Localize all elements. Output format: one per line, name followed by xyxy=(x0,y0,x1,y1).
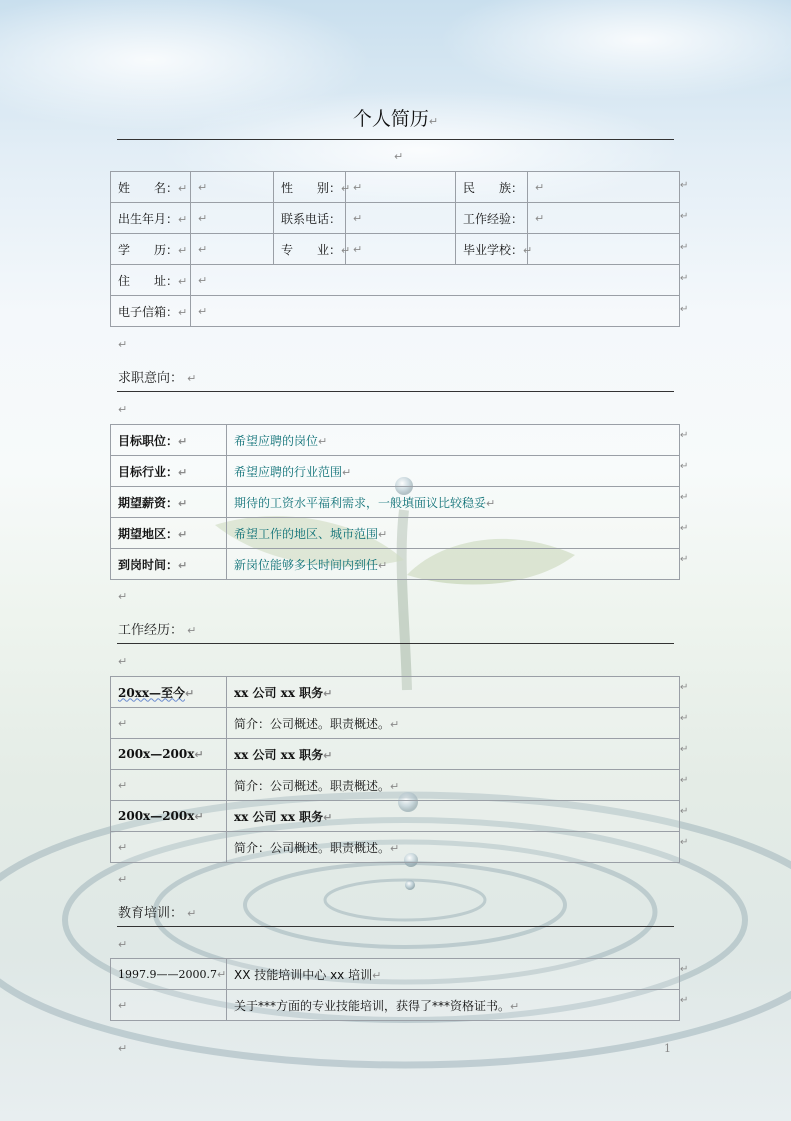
section-rule xyxy=(117,643,674,644)
table-row xyxy=(111,990,680,1021)
row-end-mark: ↵ xyxy=(680,211,689,222)
education-period[interactable]: 1997.9——2000.7↵ xyxy=(111,959,227,990)
row-end-mark: ↵ xyxy=(680,304,689,315)
work-intro[interactable]: 简介：公司概述。职责概述。↵ xyxy=(227,770,680,801)
empty-cell: ↵ xyxy=(111,990,227,1021)
field-label: 专 业：↵ xyxy=(274,234,346,265)
field-label: 住 址：↵ xyxy=(111,265,191,296)
section-title-education: 教育培训： ↵ xyxy=(118,906,197,921)
paragraph-mark: ↵ xyxy=(428,115,439,128)
row-end-mark: ↵ xyxy=(680,682,689,693)
table-row xyxy=(111,265,680,296)
table-row xyxy=(111,487,680,518)
table-row xyxy=(111,549,680,580)
field-label: 出生年月：↵ xyxy=(111,203,191,234)
table-row xyxy=(111,456,680,487)
field-label: 到岗时间：↵ xyxy=(111,549,227,580)
row-end-mark: ↵ xyxy=(680,744,689,755)
work-company[interactable]: xx 公司 xx 职务↵ xyxy=(227,801,680,832)
title-rule xyxy=(117,139,674,140)
work-period[interactable]: 200x—200x↵ xyxy=(111,739,227,770)
paragraph-mark: ↵ xyxy=(118,873,128,886)
gender-field[interactable]: ↵ xyxy=(346,172,456,203)
title-text: 个人简历 xyxy=(352,108,429,130)
row-end-mark: ↵ xyxy=(680,837,689,848)
empty-cell: ↵ xyxy=(111,770,227,801)
job-intention-table xyxy=(110,424,680,580)
field-label: 民 族： xyxy=(456,172,528,203)
table-row xyxy=(111,708,680,739)
table-row xyxy=(111,832,680,863)
paragraph-mark: ↵ xyxy=(118,1042,128,1055)
education-level-field[interactable]: ↵ xyxy=(191,234,274,265)
field-label: 期望薪资：↵ xyxy=(111,487,227,518)
field-label: 毕业学校：↵ xyxy=(456,234,528,265)
address-field[interactable]: ↵ xyxy=(191,265,680,296)
row-end-mark: ↵ xyxy=(680,242,689,253)
field-label: 学 历：↵ xyxy=(111,234,191,265)
basic-info-table xyxy=(110,171,680,327)
table-row xyxy=(111,518,680,549)
paragraph-mark: ↵ xyxy=(118,338,128,351)
table-row xyxy=(111,739,680,770)
row-end-mark: ↵ xyxy=(680,964,689,975)
table-row xyxy=(111,296,680,327)
ethnicity-field[interactable]: ↵ xyxy=(528,172,680,203)
field-label: 期望地区：↵ xyxy=(111,518,227,549)
table-row xyxy=(111,425,680,456)
empty-cell: ↵ xyxy=(111,708,227,739)
row-end-mark: ↵ xyxy=(680,461,689,472)
expected-region-value[interactable]: 希望工作的地区、城市范围↵ xyxy=(227,518,680,549)
section-rule xyxy=(117,391,674,392)
paragraph-mark: ↵ xyxy=(118,590,128,603)
paragraph-mark: ↵ xyxy=(118,938,128,951)
table-row xyxy=(111,677,680,708)
major-field[interactable]: ↵ xyxy=(346,234,456,265)
paragraph-mark: ↵ xyxy=(118,403,128,416)
table-row xyxy=(111,234,680,265)
row-end-mark: ↵ xyxy=(680,995,689,1006)
phone-field[interactable]: ↵ xyxy=(346,203,456,234)
education-course[interactable]: XX 技能培训中心 xx 培训↵ xyxy=(227,959,680,990)
page-title xyxy=(117,104,674,131)
birth-date-field[interactable]: ↵ xyxy=(191,203,274,234)
field-label: 姓 名：↵ xyxy=(111,172,191,203)
field-label: 工作经验： xyxy=(456,203,528,234)
education-table xyxy=(110,958,680,1021)
work-company[interactable]: xx 公司 xx 职务↵ xyxy=(227,739,680,770)
work-period[interactable]: 20xx—至今↵ xyxy=(111,677,227,708)
start-time-value[interactable]: 新岗位能够多长时间内到任↵ xyxy=(227,549,680,580)
field-label: 性 别：↵ xyxy=(274,172,346,203)
school-field[interactable] xyxy=(528,234,680,265)
row-end-mark: ↵ xyxy=(680,180,689,191)
work-intro[interactable]: 简介：公司概述。职责概述。↵ xyxy=(227,832,680,863)
table-row xyxy=(111,203,680,234)
expected-salary-value[interactable]: 期待的工资水平福利需求，一般填面议比较稳妥↵ xyxy=(227,487,680,518)
work-experience-table xyxy=(110,676,680,863)
row-end-mark: ↵ xyxy=(680,775,689,786)
row-end-mark: ↵ xyxy=(680,523,689,534)
target-position-value[interactable]: 希望应聘的岗位↵ xyxy=(227,425,680,456)
page-number: 1 xyxy=(664,1042,671,1055)
work-company[interactable]: xx 公司 xx 职务↵ xyxy=(227,677,680,708)
paragraph-mark: ↵ xyxy=(394,150,404,163)
empty-cell: ↵ xyxy=(111,832,227,863)
table-row xyxy=(111,770,680,801)
section-rule xyxy=(117,926,674,927)
work-period[interactable]: 200x—200x↵ xyxy=(111,801,227,832)
paragraph-mark: ↵ xyxy=(118,655,128,668)
table-row xyxy=(111,172,680,203)
row-end-mark: ↵ xyxy=(680,430,689,441)
row-end-mark: ↵ xyxy=(680,492,689,503)
field-label: 电子信箱：↵ xyxy=(111,296,191,327)
work-experience-field[interactable]: ↵ xyxy=(528,203,680,234)
row-end-mark: ↵ xyxy=(680,554,689,565)
work-intro[interactable]: 简介：公司概述。职责概述。↵ xyxy=(227,708,680,739)
field-label: 目标行业：↵ xyxy=(111,456,227,487)
table-row xyxy=(111,801,680,832)
field-label: 联系电话： xyxy=(274,203,346,234)
row-end-mark: ↵ xyxy=(680,273,689,284)
table-row xyxy=(111,959,680,990)
row-end-mark: ↵ xyxy=(680,806,689,817)
target-industry-value[interactable]: 希望应聘的行业范围↵ xyxy=(227,456,680,487)
name-field[interactable]: ↵ xyxy=(191,172,274,203)
email-field[interactable]: ↵ xyxy=(191,296,680,327)
section-title-work-experience: 工作经历： ↵ xyxy=(118,623,197,638)
field-label: 目标职位：↵ xyxy=(111,425,227,456)
row-end-mark: ↵ xyxy=(680,713,689,724)
education-detail[interactable]: 关于***方面的专业技能培训，获得了***资格证书。↵ xyxy=(227,990,680,1021)
section-title-job-intention: 求职意向： ↵ xyxy=(118,371,197,386)
